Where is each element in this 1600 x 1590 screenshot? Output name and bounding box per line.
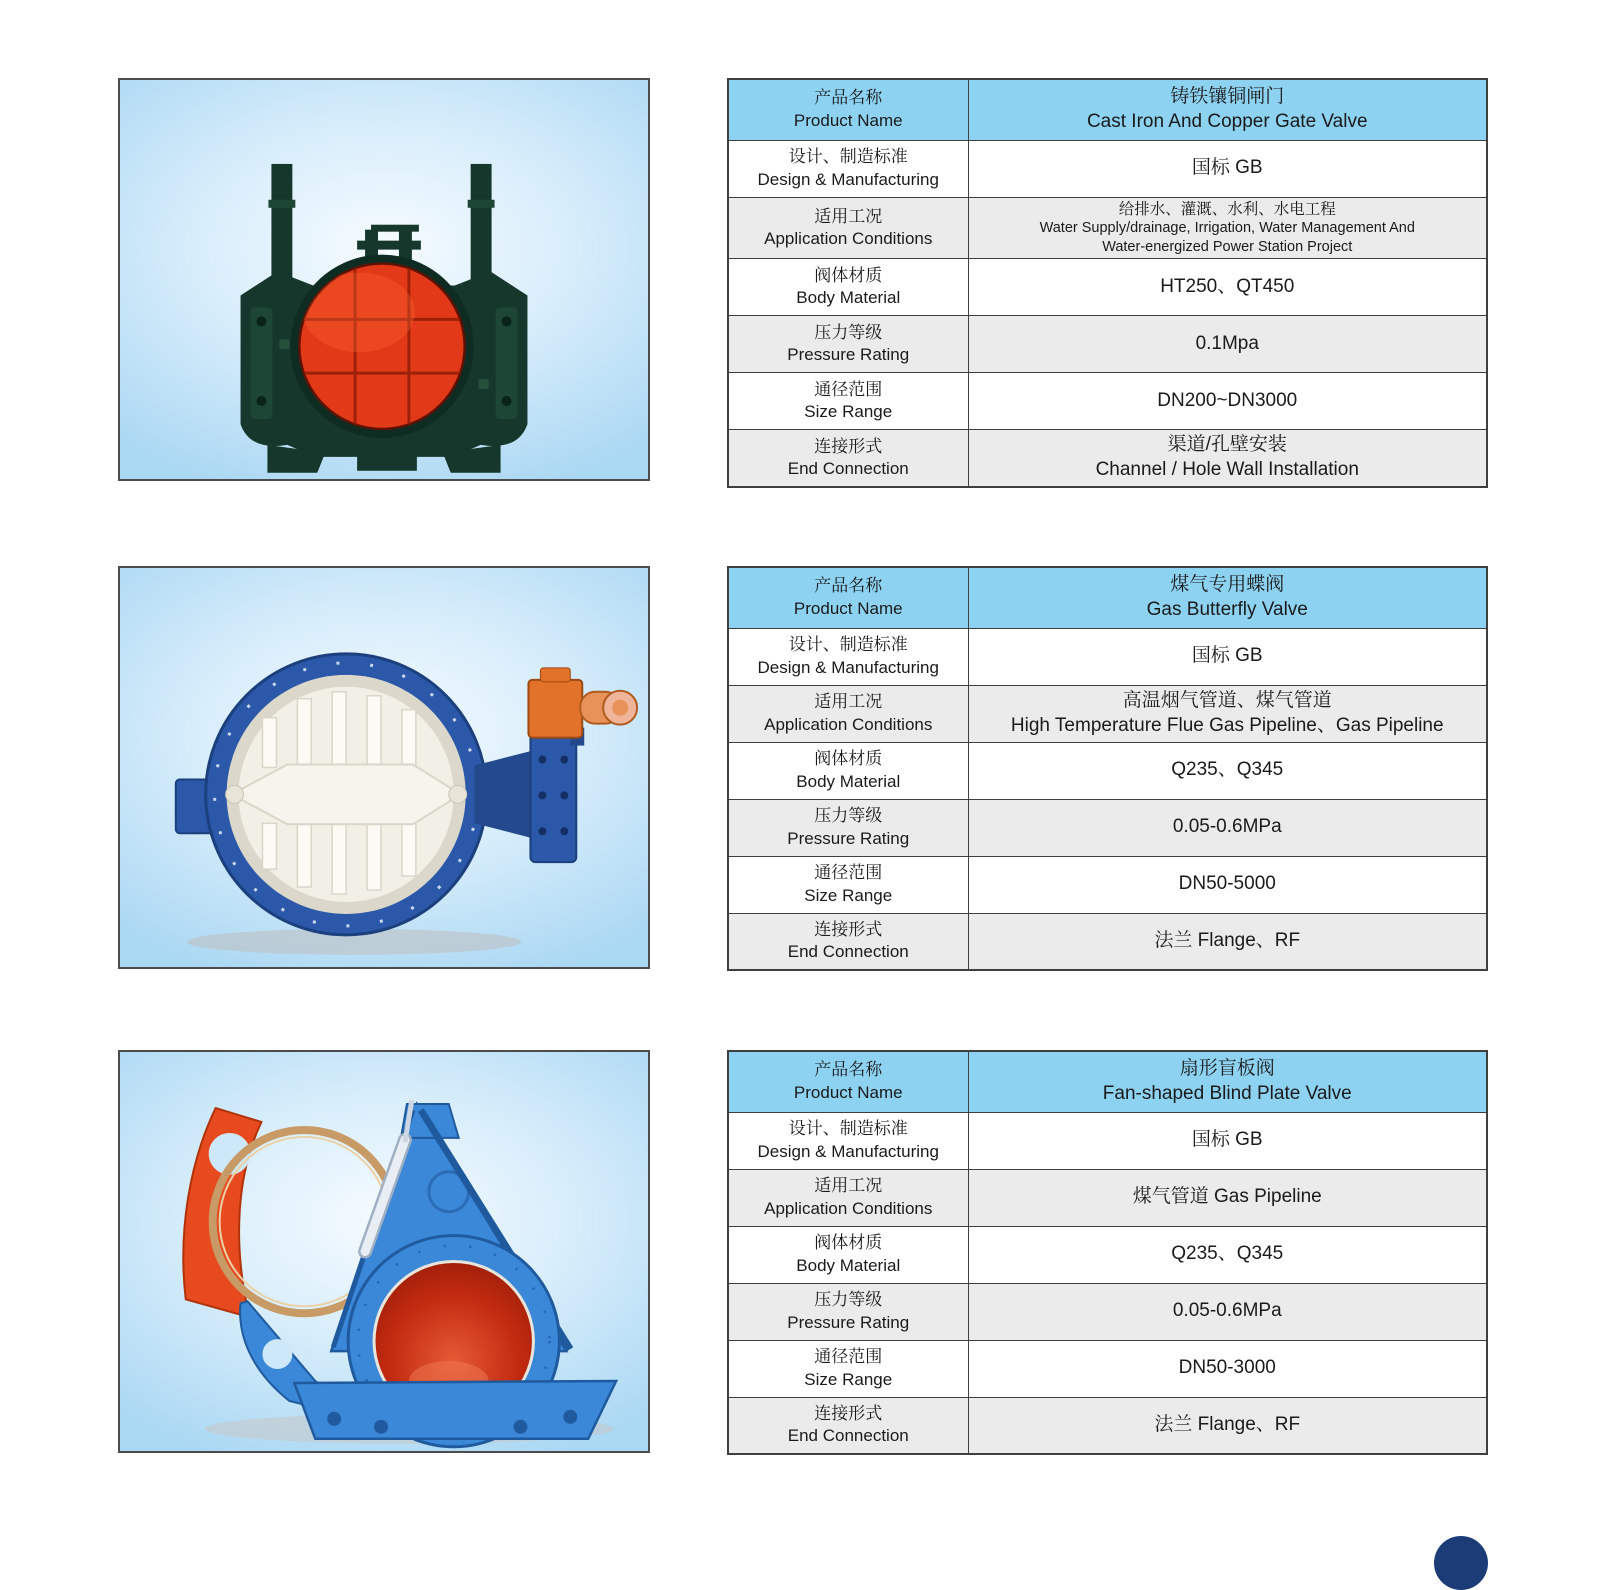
row-value: 国标 GB	[968, 1112, 1487, 1169]
butterfly-valve-illustration	[120, 568, 648, 967]
product-photo-gate-valve	[118, 78, 650, 481]
row-value: 高温烟气管道、煤气管道 High Temperature Flue Gas Pipeline、Gas Pipeline	[968, 685, 1487, 742]
row-value: 国标 GB	[968, 140, 1487, 197]
row-label: 设计、制造标准 Design & Manufacturing	[728, 140, 968, 197]
row-label: 连接形式 End Connection	[728, 1397, 968, 1454]
row-value: 扇形盲板阀 Fan-shaped Blind Plate Valve	[968, 1051, 1487, 1112]
row-label: 压力等级 Pressure Rating	[728, 799, 968, 856]
row-label: 通径范围 Size Range	[728, 1340, 968, 1397]
table-row	[728, 685, 1487, 742]
row-value: 法兰 Flange、RF	[968, 1397, 1487, 1454]
blind-plate-valve-illustration	[120, 1052, 648, 1451]
row-value: Q235、Q345	[968, 1226, 1487, 1283]
table-row	[728, 1283, 1487, 1340]
table-row	[728, 1226, 1487, 1283]
table-row	[728, 628, 1487, 685]
row-label: 设计、制造标准 Design & Manufacturing	[728, 628, 968, 685]
row-value: 煤气管道 Gas Pipeline	[968, 1169, 1487, 1226]
row-value: 给排水、灌溉、水利、水电工程 Water Supply/drainage, Irrigation, Water Management And Water-energized Power Station Project	[968, 197, 1487, 259]
table-row	[728, 1397, 1487, 1454]
row-value: 国标 GB	[968, 628, 1487, 685]
row-value: 0.05-0.6MPa	[968, 799, 1487, 856]
table-row	[728, 913, 1487, 970]
row-label: 压力等级 Pressure Rating	[728, 316, 968, 373]
row-label: 产品名称 Product Name	[728, 79, 968, 140]
product-photo-blind-plate-valve	[118, 1050, 650, 1453]
row-label: 阀体材质 Body Material	[728, 742, 968, 799]
row-label: 适用工况 Application Conditions	[728, 685, 968, 742]
table-row	[728, 856, 1487, 913]
row-label: 适用工况 Application Conditions	[728, 197, 968, 259]
spec-table-butterfly-valve	[727, 566, 1488, 971]
table-row	[728, 79, 1487, 140]
table-row	[728, 259, 1487, 316]
table-row	[728, 799, 1487, 856]
row-value: 0.05-0.6MPa	[968, 1283, 1487, 1340]
gate-valve-illustration	[120, 80, 648, 479]
table-row	[728, 567, 1487, 628]
gear-actuator	[528, 680, 582, 738]
row-label: 通径范围 Size Range	[728, 373, 968, 430]
row-label: 设计、制造标准 Design & Manufacturing	[728, 1112, 968, 1169]
row-value: HT250、QT450	[968, 259, 1487, 316]
row-value: DN200~DN3000	[968, 373, 1487, 430]
row-value: DN50-5000	[968, 856, 1487, 913]
spec-table-gate-valve	[727, 78, 1488, 488]
row-label: 连接形式 End Connection	[728, 913, 968, 970]
row-label: 压力等级 Pressure Rating	[728, 1283, 968, 1340]
row-value: 0.1Mpa	[968, 316, 1487, 373]
product-photo-butterfly-valve	[118, 566, 650, 969]
row-value: DN50-3000	[968, 1340, 1487, 1397]
table-row	[728, 197, 1487, 259]
table-row	[728, 140, 1487, 197]
row-value: 渠道/孔壁安装 Channel / Hole Wall Installation	[968, 430, 1487, 487]
page-corner-badge	[1434, 1536, 1488, 1590]
table-row	[728, 1169, 1487, 1226]
row-value: 煤气专用蝶阀 Gas Butterfly Valve	[968, 567, 1487, 628]
row-label: 连接形式 End Connection	[728, 430, 968, 487]
spec-table-blind-plate-valve	[727, 1050, 1488, 1455]
row-label: 适用工况 Application Conditions	[728, 1169, 968, 1226]
table-row	[728, 316, 1487, 373]
row-label: 产品名称 Product Name	[728, 567, 968, 628]
table-row	[728, 430, 1487, 487]
row-label: 阀体材质 Body Material	[728, 1226, 968, 1283]
table-row	[728, 1340, 1487, 1397]
row-label: 阀体材质 Body Material	[728, 259, 968, 316]
row-label: 通径范围 Size Range	[728, 856, 968, 913]
table-row	[728, 373, 1487, 430]
row-label: 产品名称 Product Name	[728, 1051, 968, 1112]
table-row	[728, 742, 1487, 799]
row-value: 铸铁镶铜闸门 Cast Iron And Copper Gate Valve	[968, 79, 1487, 140]
base-plate	[294, 1381, 616, 1439]
table-row	[728, 1112, 1487, 1169]
row-value: 法兰 Flange、RF	[968, 913, 1487, 970]
table-row	[728, 1051, 1487, 1112]
row-value: Q235、Q345	[968, 742, 1487, 799]
